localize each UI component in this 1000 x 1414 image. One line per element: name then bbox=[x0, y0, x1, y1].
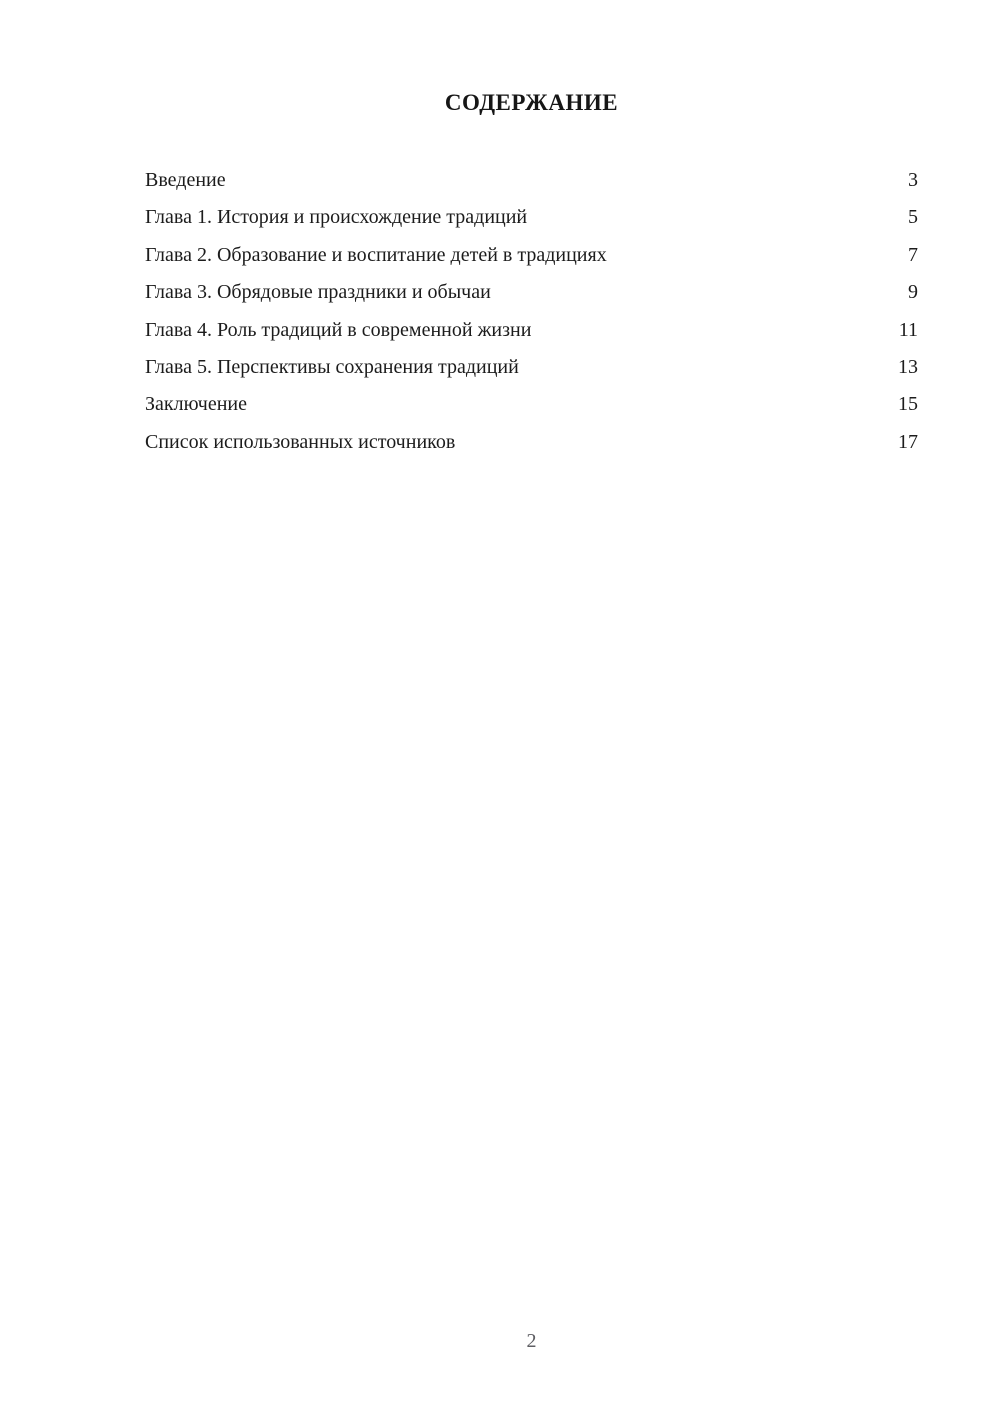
toc-entry-page-number: 7 bbox=[908, 243, 918, 266]
toc-entry-label: Глава 4. Роль традиций в современной жизни bbox=[145, 318, 532, 341]
page-content bbox=[145, 0, 918, 461]
toc-entry-label: Глава 1. История и происхождение традиций bbox=[145, 206, 528, 229]
toc-entry bbox=[145, 424, 918, 461]
page-title: СОДЕРЖАНИЕ bbox=[444, 90, 619, 115]
toc-entry-page-number: 5 bbox=[908, 206, 918, 229]
toc-entry-label: Глава 5. Перспективы сохранения традиций bbox=[145, 355, 519, 378]
toc-entry-label: Список использованных источников bbox=[145, 430, 456, 453]
toc-entry-page-number: 3 bbox=[908, 169, 918, 191]
toc-entry bbox=[145, 162, 918, 199]
toc-entry bbox=[145, 237, 918, 274]
page-number: 2 bbox=[526, 1330, 537, 1352]
toc-entry-label: Введение bbox=[145, 169, 226, 191]
toc-entry-label: Глава 2. Образование и воспитание детей в традициях bbox=[145, 243, 607, 266]
toc-entry-label: Заключение bbox=[145, 393, 247, 416]
toc-entry-page-number: 11 bbox=[898, 318, 918, 341]
toc-entry-page-number: 15 bbox=[898, 393, 918, 416]
toc-entry bbox=[145, 312, 918, 349]
toc-entry bbox=[145, 199, 918, 236]
toc-entry bbox=[145, 274, 918, 311]
toc-entry-label: Глава 3. Обрядовые праздники и обычаи bbox=[145, 281, 491, 304]
toc-list bbox=[145, 162, 918, 461]
toc-entry bbox=[145, 386, 918, 423]
toc-entry-page-number: 17 bbox=[898, 430, 918, 453]
toc-entry bbox=[145, 349, 918, 386]
toc-entry-page-number: 13 bbox=[898, 355, 918, 378]
toc-entry-page-number: 9 bbox=[908, 281, 918, 304]
